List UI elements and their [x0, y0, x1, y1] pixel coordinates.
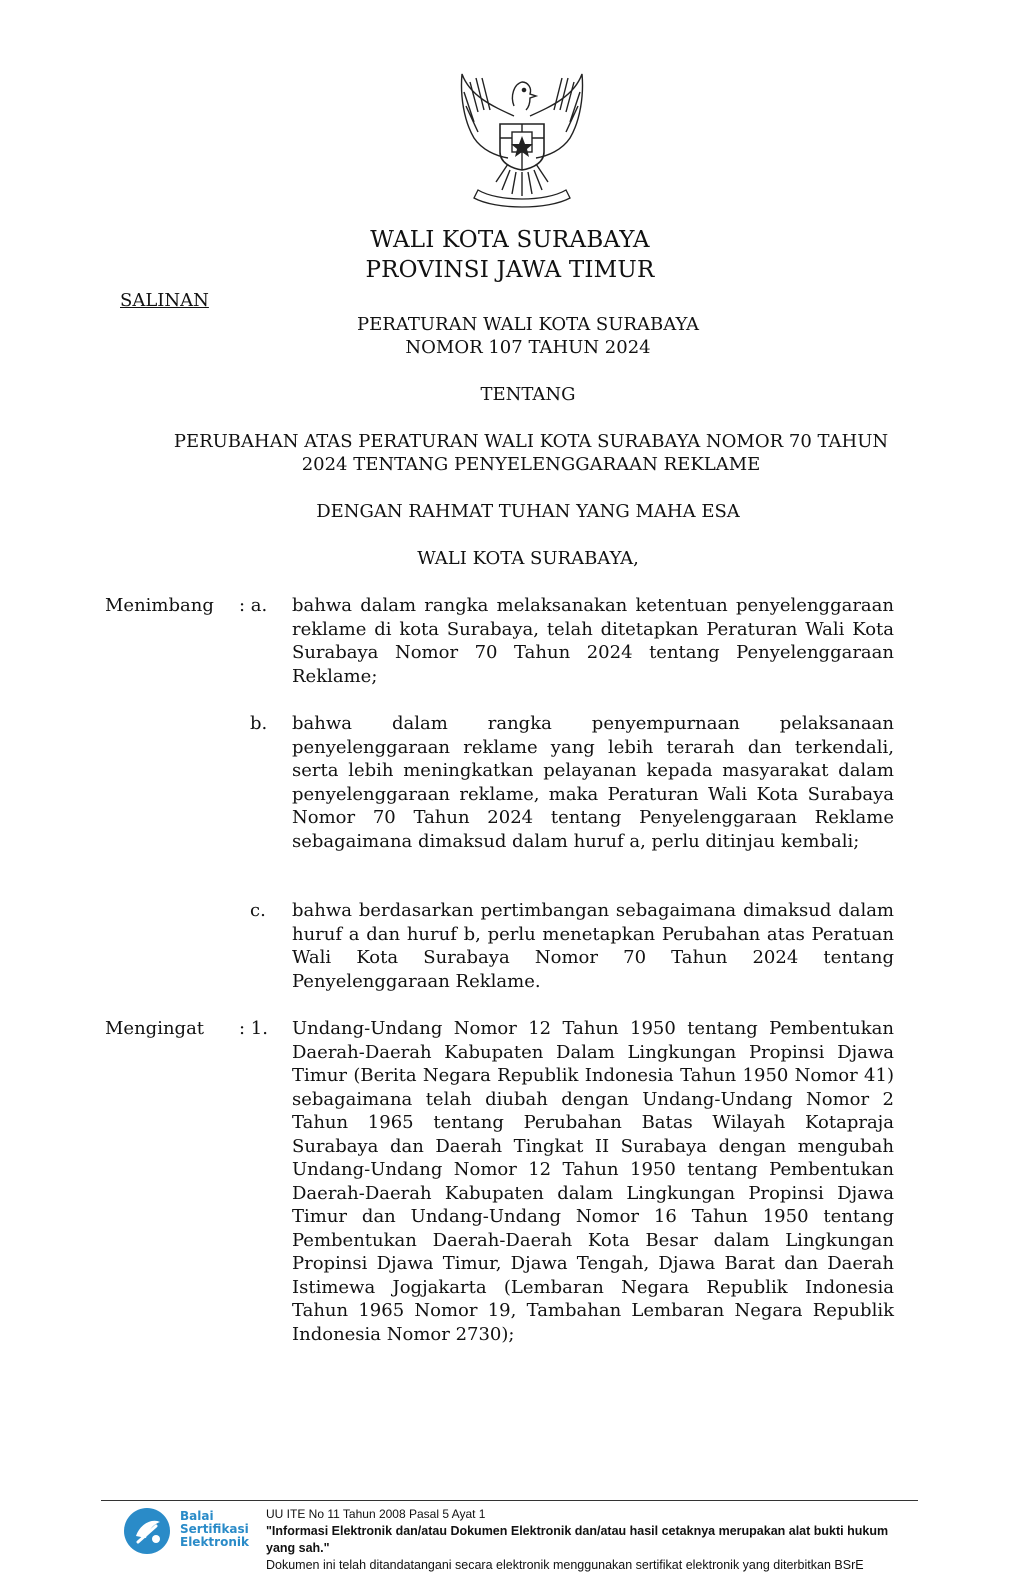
- bsre-org-line-1: Balai: [180, 1509, 214, 1523]
- garuda-emblem-icon: [452, 66, 592, 214]
- bsre-org-line-2: Sertifikasi: [180, 1522, 249, 1536]
- menimbang-label: Menimbang: [105, 595, 214, 616]
- about-heading: TENTANG: [480, 384, 576, 405]
- header-line-2: PROVINSI JAWA TIMUR: [365, 257, 655, 283]
- subject-line-1: PERUBAHAN ATAS PERATURAN WALI KOTA SURABAYA NOMOR 70 TAHUN: [173, 431, 889, 452]
- footer-quote: "Informasi Elektronik dan/atau Dokumen Elektronik dan/atau hasil cetaknya merupakan alat bukti hukum yang sah.": [266, 1524, 889, 1555]
- mengingat-colon-marker: : 1.: [239, 1018, 268, 1039]
- header-line-1: WALI KOTA SURABAYA: [370, 227, 650, 253]
- menimbang-marker-c: c.: [250, 900, 266, 921]
- menimbang-item-c: bahwa berdasarkan pertimbangan sebagaimana dimaksud dalam huruf a dan huruf b, perlu menetapkan Perubahan atas Peratuan Wali Kota Surabaya Nomor 70 Tahun 2024 tentang Penyelenggaraan Reklame.: [292, 900, 894, 992]
- menimbang-marker-b: b.: [250, 713, 268, 734]
- bsre-org-line-3: Elektronik: [180, 1535, 249, 1549]
- footer-legal-text: [266, 1506, 916, 1574]
- mengingat-label: Mengingat: [105, 1018, 205, 1039]
- menimbang-item-a: bahwa dalam rangka melaksanakan ketentuan penyelenggaraan reklame di kota Surabaya, telah ditetapkan Peraturan Wali Kota Surabaya Nomor 70 Tahun 2024 tentang Penyelenggaraan Reklame;: [292, 595, 894, 687]
- footer-note: Dokumen ini telah ditandatangani secara elektronik menggunakan sertifikat elektronik yang diterbitkan BSrE: [266, 1558, 864, 1572]
- regulation-number: NOMOR 107 TAHUN 2024: [405, 337, 651, 358]
- footer-divider: [101, 1500, 918, 1501]
- regulation-title: PERATURAN WALI KOTA SURABAYA: [357, 314, 699, 335]
- blessing-line: DENGAN RAHMAT TUHAN YANG MAHA ESA: [316, 501, 740, 522]
- menimbang-item-b: bahwa dalam rangka penyempurnaan pelaksanaan penyelenggaraan reklame yang lebih terarah dan terkendali, serta lebih meningkatkan pelayanan kepada masyarakat dalam penyelenggaraan reklame, maka Peraturan Wali Kota Surabaya Nomor 70 Tahun 2024 tentang Penyelenggaraan Reklame sebagaimana dimaksud dalam huruf a, perlu ditinjau kembali;: [292, 713, 894, 852]
- official-line: WALI KOTA SURABAYA,: [417, 548, 639, 569]
- bsre-logo-icon: [122, 1506, 172, 1556]
- subject-line-2: 2024 TENTANG PENYELENGGARAAN REKLAME: [301, 454, 761, 475]
- menimbang-colon-marker: : a.: [239, 595, 268, 616]
- salinan-label: SALINAN: [120, 290, 209, 311]
- footer-law: UU ITE No 11 Tahun 2008 Pasal 5 Ayat 1: [266, 1507, 486, 1521]
- bsre-org-name: [180, 1510, 249, 1549]
- mengingat-item-1: Undang-Undang Nomor 12 Tahun 1950 tentang Pembentukan Daerah-Daerah Kabupaten Dalam Lingkungan Propinsi Djawa Timur (Berita Negara Republik Indonesia Tahun 1950 Nomor 41) sebagaimana telah diubah dengan Undang-Undang Nomor 2 Tahun 1965 tentang Perubahan Batas Wilayah Kotapraja Surabaya dan Daerah Tingkat II Surabaya dengan mengubah Undang-Undang Nomor 12 Tahun 1950 tentang Pembentukan Daerah-Daerah Kabupaten dalam Lingkungan Propinsi Djawa Timur dan Undang-Undang Nomor 16 Tahun 1950 tentang Pembentukan Daerah-Daerah Kota Besar dalam Lingkungan Propinsi Djawa Timur, Djawa Tengah, Djawa Barat dan Daerah Istimewa Jogjakarta (Lembaran Negara Republik Indonesia Tahun 1965 Nomor 19, Tambahan Lembaran Negara Republik Indonesia Nomor 2730);: [292, 1018, 894, 1345]
